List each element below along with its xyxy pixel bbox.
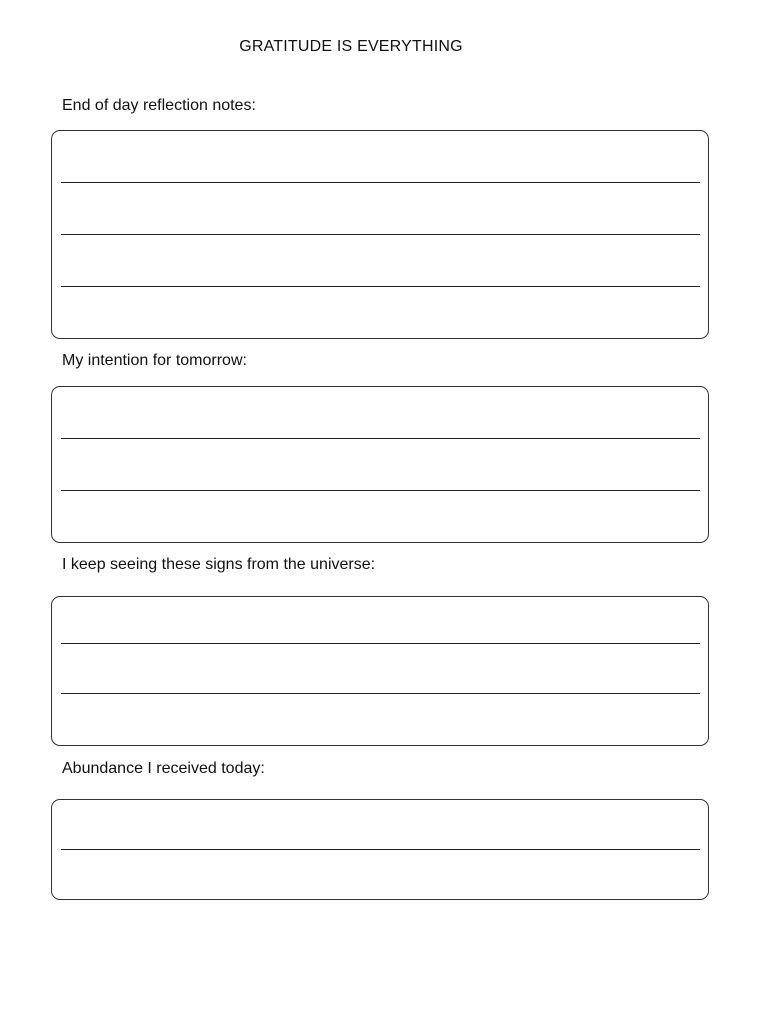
writing-line[interactable] [61,490,700,491]
writing-line[interactable] [61,643,700,644]
section-label-intention: My intention for tomorrow: [62,352,247,369]
intention-writing-box[interactable] [51,386,709,543]
section-label-abundance: Abundance I received today: [62,760,265,777]
signs-writing-box[interactable] [51,596,709,746]
reflection-writing-box[interactable] [51,130,709,339]
writing-line[interactable] [61,182,700,183]
writing-line[interactable] [61,693,700,694]
writing-line[interactable] [61,438,700,439]
section-label-reflection: End of day reflection notes: [62,97,256,114]
abundance-writing-box[interactable] [51,799,709,900]
writing-line[interactable] [61,286,700,287]
page-title: GRATITUDE IS EVERYTHING [239,38,463,55]
writing-line[interactable] [61,849,700,850]
section-label-signs: I keep seeing these signs from the universe: [62,556,376,573]
writing-line[interactable] [61,234,700,235]
